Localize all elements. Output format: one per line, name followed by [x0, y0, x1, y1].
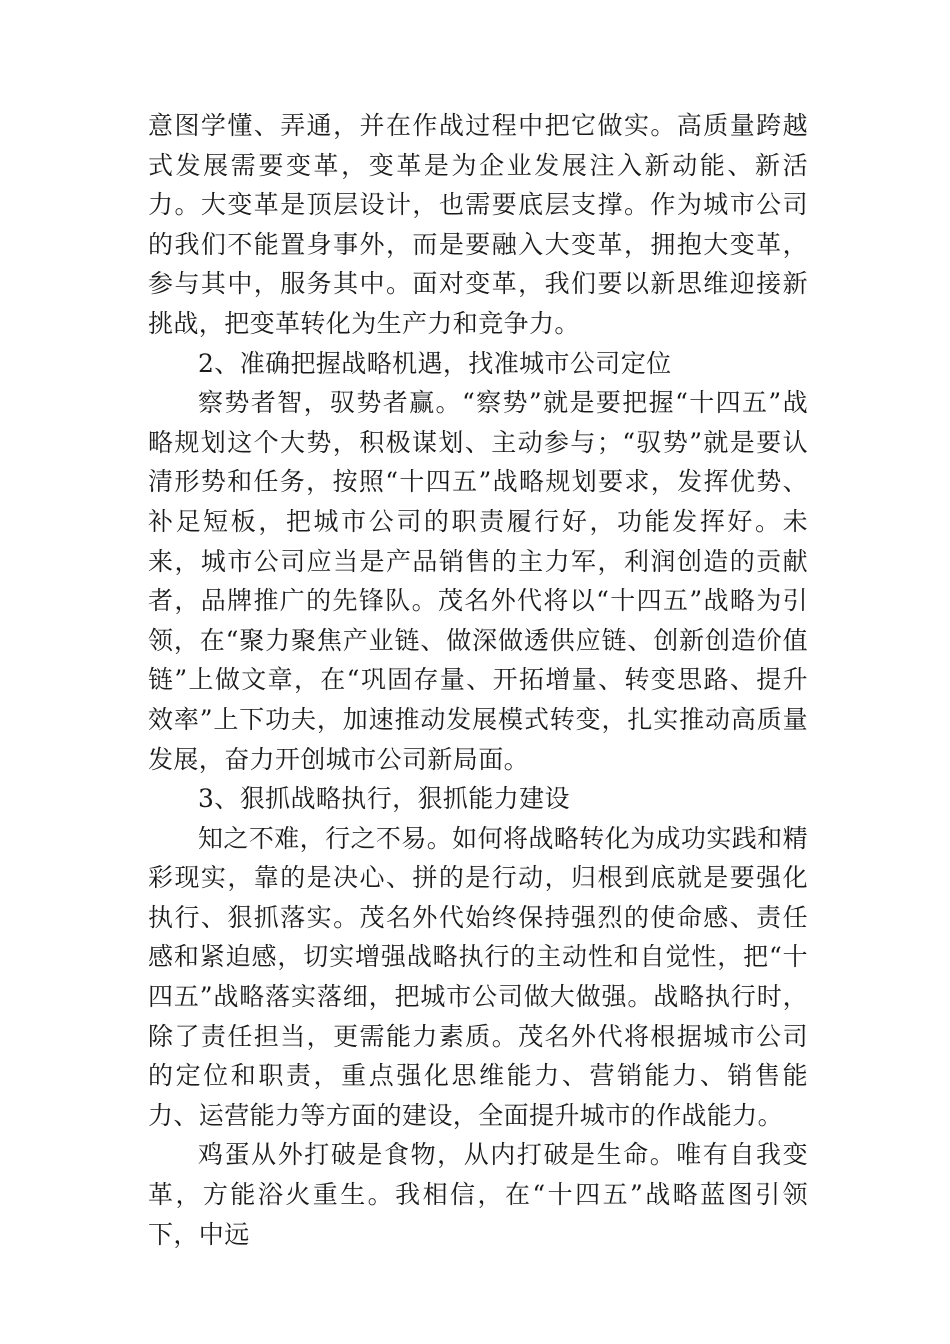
document-body	[148, 106, 808, 1254]
section-heading-3: 3、狠抓战略执行，狠抓能力建设	[198, 784, 570, 814]
paragraph-3: 察势者智，驭势者赢。“察势”就是要把握“十四五”战略规划这个大势，积极谋划、主动参与；“驭势”就是要认清形势和任务，按照“十四五”战略规划要求，发挥优势、补足短板，把城市公司的职责履行好，功能发挥好。未来，城市公司应当是产品销售的主力军，利润创造的贡献者，品牌推广的先锋队。茂名外代将以“十四五”战略为引领，在“聚力聚焦产业链、做深做透供应链、创新创造价值链”上做文章，在“巩固存量、开拓增量、转变思路、提升效率”上下功夫，加速推动发展模式转变，扎实推动高质量发展，奋力开创城市公司新局面。	[148, 388, 808, 774]
paragraph-1: 意图学懂、弄通，并在作战过程中把它做实。高质量跨越式发展需要变革，变革是为企业发展注入新动能、新活力。大变革是顶层设计，也需要底层支撑。作为城市公司的我们不能置身事外，而是要融入大变革，拥抱大变革，参与其中，服务其中。面对变革，我们要以新思维迎接新挑战，把变革转化为生产力和竞争力。	[148, 111, 808, 338]
paragraph-5: 知之不难，行之不易。如何将战略转化为成功实践和精彩现实，靠的是决心、拼的是行动，归根到底就是要强化执行、狠抓落实。茂名外代始终保持强烈的使命感、责任感和紧迫感，切实增强战略执行的主动性和自觉性，把“十四五”战略落实落细，把城市公司做大做强。战略执行时，除了责任担当，更需能力素质。茂名外代将根据城市公司的定位和职责，重点强化思维能力、营销能力、销售能力、运营能力等方面的建设，全面提升城市的作战能力。	[148, 823, 808, 1130]
paragraph-6: 鸡蛋从外打破是食物，从内打破是生命。唯有自我变革，方能浴火重生。我相信，在“十四五”战略蓝图引领下，中远	[148, 1140, 808, 1249]
section-heading-2: 2、准确把握战略机遇，找准城市公司定位	[198, 348, 672, 378]
